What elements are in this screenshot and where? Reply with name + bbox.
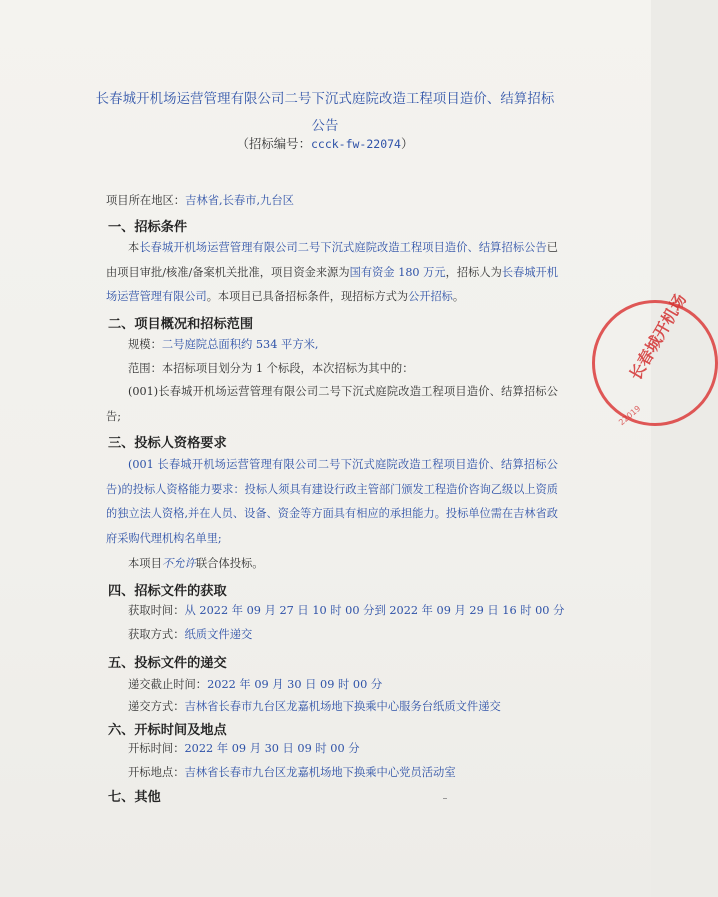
scope-line: 范围：本招标项目划分为 1 个标段，本次招标为其中的： — [128, 362, 414, 375]
bid-number: （招标编号：ccck-fw-22074） — [236, 136, 414, 151]
submit-deadline: 递交截止时间：2022 年 09 月 30 日 09 时 00 分 — [128, 678, 383, 691]
section-7-heading: 七、其他 — [108, 790, 161, 805]
document-title: 长春城开机场运营管理有限公司二号下沉式庭院改造工程项目造价、结算招标公告 — [95, 92, 555, 134]
project-location-value: 吉林省,长春市,九台区 — [185, 194, 294, 207]
opening-time: 开标时间：2022 年 09 月 30 日 09 时 00 分 — [128, 742, 360, 755]
project-location: 项目所在地区：吉林省,长春市,九台区 — [106, 194, 294, 207]
section-5-heading: 五、投标文件的递交 — [108, 656, 227, 671]
section-3-heading: 三、投标人资格要求 — [108, 436, 227, 451]
seal-text: 长春城开机场 — [625, 290, 691, 384]
bid-number-value: ccck-fw-22074 — [310, 137, 401, 151]
seal-number: 22019 — [617, 403, 643, 428]
obtain-time: 获取时间：从 2022 年 09 月 27 日 10 时 00 分到 2022 年 09 月 29 日 16 时 00 分 — [128, 604, 565, 617]
submit-method: 递交方式：吉林省长春市九台区龙嘉机场地下换乘中心服务台纸质文件递交 — [128, 700, 501, 713]
opening-place: 开标地点：吉林省长春市九台区龙嘉机场地下换乘中心党员活动室 — [128, 766, 456, 779]
lot-item: (001)长春城开机场运营管理有限公司二号下沉式庭院改造工程项目造价、结算招标公告; — [106, 385, 558, 423]
consortium-line: 本项目不允许联合体投标。 — [128, 557, 264, 570]
official-seal — [592, 290, 718, 428]
section-4-heading: 四、招标文件的获取 — [108, 584, 227, 599]
section-1-paragraph: 本长春城开机场运营管理有限公司二号下沉式庭院改造工程项目造价、结算招标公告已由项目审批/核准/备案机关批准，项目资金来源为国有资金 180 万元，招标人为长春城开机场运营管理有限公司。本项目已具备招标条件，现招标方式为公开招标。 — [106, 241, 558, 303]
section-3-paragraph: (001 长春城开机场运营管理有限公司二号下沉式庭院改造工程项目造价、结算招标公告)的投标人资格能力要求：投标人须具有建设行政主管部门颁发工程造价咨询乙级以上资质的独立法人资格,并在人员、设备、资金等方面具有相应的承担能力。投标单位需在吉林省政府采购代理机构名单里; — [106, 458, 558, 545]
section-2-heading: 二、项目概况和招标范围 — [108, 317, 254, 332]
scale-line: 规模：二号庭院总面积约 534 平方米, — [128, 338, 319, 351]
scan-speck — [443, 798, 447, 799]
section-6-heading: 六、开标时间及地点 — [108, 723, 227, 738]
section-1-heading: 一、招标条件 — [108, 220, 188, 235]
obtain-method: 获取方式：纸质文件递交 — [128, 628, 253, 641]
